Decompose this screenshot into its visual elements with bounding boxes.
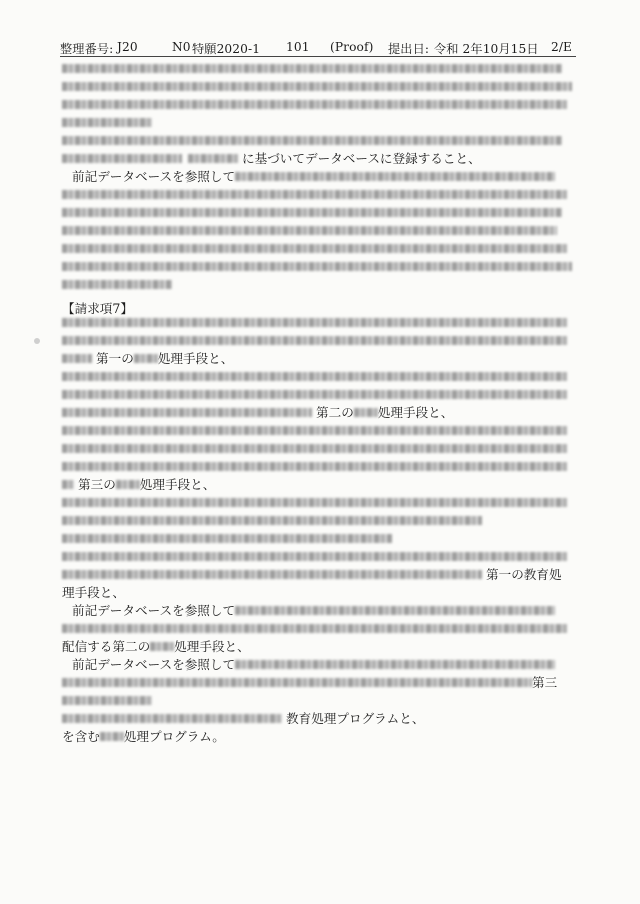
redacted-line: [62, 276, 172, 294]
text-line: [62, 150, 481, 168]
deliver-means-tail: 処理手段と、: [174, 639, 250, 654]
deliver-means: 配信する第二の: [62, 639, 151, 654]
second-means-label: 第二の: [316, 405, 354, 420]
text-line: [62, 404, 453, 422]
redacted-line: [62, 422, 567, 440]
redacted-line: [62, 386, 567, 404]
header-application-number: 特願2020-1: [192, 42, 261, 56]
text-line: [62, 638, 250, 656]
redacted-line: [62, 548, 567, 566]
header-application-tail: 101: [286, 40, 310, 54]
redacted-line: [62, 114, 152, 132]
text-line: [62, 476, 215, 494]
first-means-tail: 処理手段と、: [157, 351, 234, 366]
final-text-tail: 処理プログラム。: [123, 729, 225, 744]
redacted-line: [62, 458, 567, 476]
header-filed-date: 令和 2年10月15日: [434, 42, 539, 56]
text-line: [72, 168, 555, 186]
db-register-text: に基づいてデータベースに登録すること、: [242, 151, 481, 166]
redacted-line: [62, 530, 392, 548]
redacted-line: [62, 512, 482, 530]
redacted-line: [62, 692, 152, 710]
claim-heading: 【請求項7】: [62, 301, 133, 316]
redacted-line: [62, 60, 562, 78]
redacted-line: [62, 222, 557, 240]
redacted-line: [62, 132, 562, 150]
header-filed-label: 提出日:: [388, 42, 430, 56]
header-ref-tail: N0: [172, 40, 191, 54]
first-edu-means: 第一の教育処: [486, 567, 562, 582]
redacted-line: [62, 332, 567, 350]
scan-speck: [34, 338, 40, 344]
third-means-b: 第三: [532, 675, 558, 690]
redacted-line: [62, 620, 567, 638]
header-page-number: 2/E: [551, 40, 573, 54]
third-means-tail: 処理手段と、: [139, 477, 216, 492]
header-ref-label: 整理番号:: [60, 42, 114, 56]
first-edu-means-tail: 理手段と、: [62, 585, 125, 600]
text-line: [62, 566, 562, 584]
redacted-line: [62, 186, 567, 204]
ref-db-text-b: 前記データベースを参照して: [72, 657, 236, 672]
text-line: [62, 710, 424, 728]
header-proof: (Proof): [330, 40, 374, 54]
redacted-line: [62, 368, 567, 386]
text-line: [62, 350, 233, 368]
redacted-line: [62, 78, 572, 96]
second-means-tail: 処理手段と、: [377, 405, 454, 420]
redacted-line: [62, 96, 567, 114]
final-text: を含む: [62, 729, 100, 744]
text-line: [72, 602, 555, 620]
text-line: [62, 674, 557, 692]
redacted-line: [62, 204, 562, 222]
ref-db-text-a: 前記データベースを参照して: [72, 603, 236, 618]
header-ref-value: J20: [117, 40, 138, 54]
redacted-line: [62, 494, 567, 512]
third-means-label: 第三の: [78, 477, 116, 492]
redacted-line: [62, 440, 567, 458]
text-line: [72, 656, 555, 674]
redacted-line: [62, 258, 572, 276]
ref-db-text: 前記データベースを参照して: [72, 169, 236, 184]
edu-program-text: 教育処理プログラムと、: [286, 711, 425, 726]
redacted-line: [62, 314, 567, 332]
text-line: [62, 584, 125, 602]
redacted-line: [62, 240, 567, 258]
header-divider: [60, 56, 576, 57]
text-line: [62, 728, 225, 746]
first-means-label: 第一の: [96, 351, 134, 366]
